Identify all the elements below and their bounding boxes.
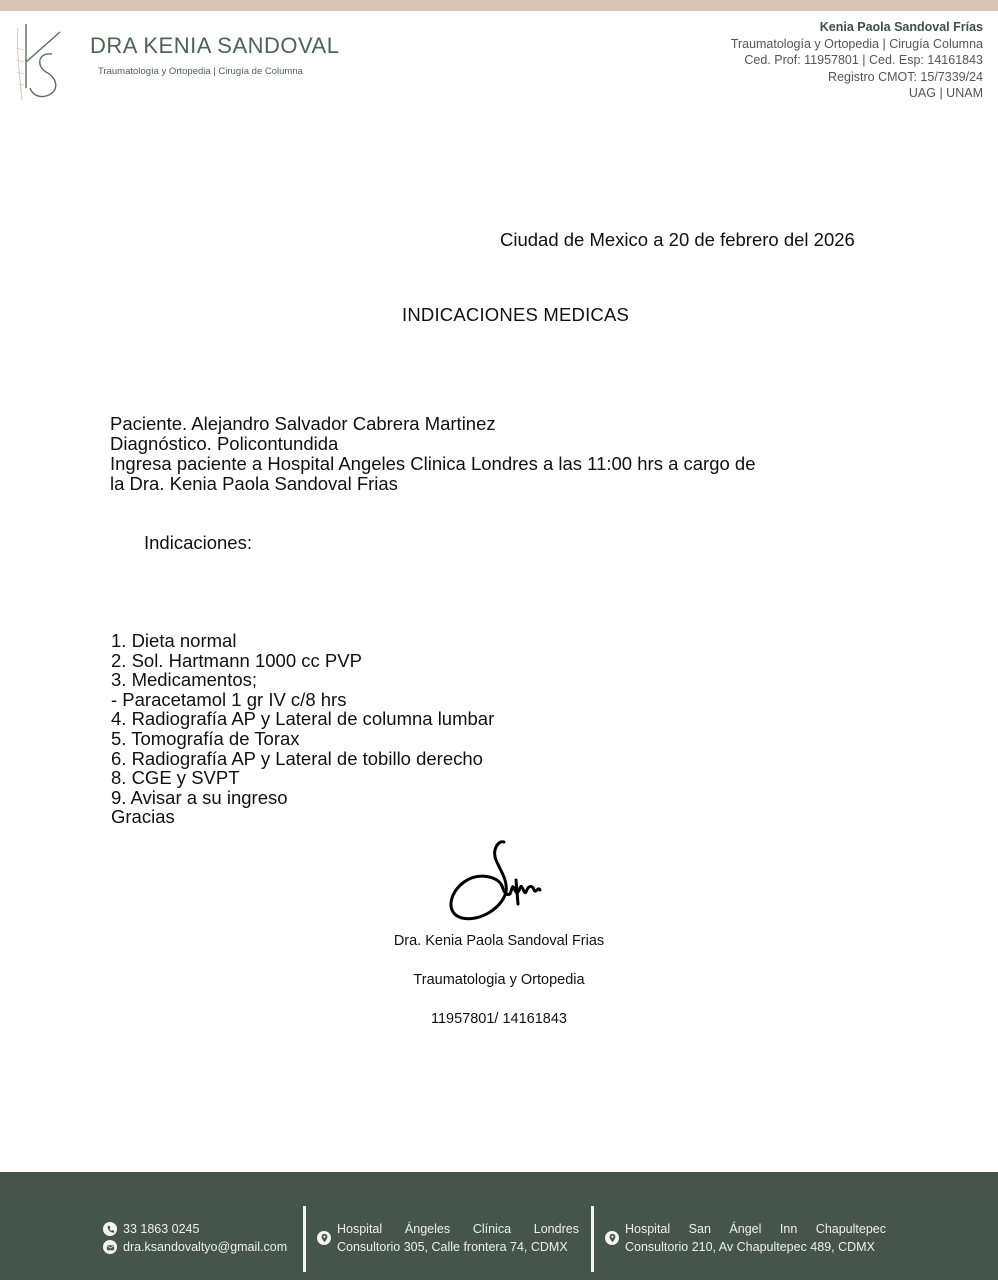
list-item: 9. Avisar a su ingreso	[111, 786, 288, 808]
footer-email	[103, 1240, 287, 1254]
email-icon	[103, 1240, 117, 1254]
address-1-word: Clínica	[472, 1222, 512, 1236]
footer-divider	[591, 1206, 594, 1272]
ks-logo-icon	[12, 18, 74, 104]
address-2-word: San	[688, 1222, 711, 1236]
list-item: 4. Radiografía AP y Lateral de columna lumbar	[111, 708, 495, 730]
address-2-word: Inn	[779, 1222, 798, 1236]
footer-phone-text: 33 1863 0245	[123, 1222, 200, 1236]
top-accent-bar	[0, 0, 998, 11]
admission-line-2: la Dra. Kenia Paola Sandoval Frias	[110, 473, 398, 494]
signature-doctor-name: Dra. Kenia Paola Sandoval Frias	[393, 933, 605, 949]
footer-address-1	[337, 1220, 579, 1256]
list-item: 3. Medicamentos;	[111, 669, 258, 691]
patient-info	[110, 414, 830, 494]
footer-divider	[303, 1206, 306, 1272]
footer-email-text: dra.ksandovaltyo@gmail.com	[123, 1240, 288, 1254]
address-2-word: Hospital	[625, 1222, 671, 1236]
footer-address-2	[625, 1220, 886, 1256]
list-item: - Paracetamol 1 gr IV c/8 hrs	[111, 688, 347, 710]
header-registro: Registro CMOT: 15/7339/24	[828, 69, 983, 84]
header-credentials	[731, 19, 983, 102]
address-1-word: Hospital	[337, 1222, 383, 1236]
signature-cedulas: 11957801/ 14161843	[430, 1011, 567, 1027]
admission-line-1: Ingresa paciente a Hospital Angeles Clinica Londres a las 11:00 hrs a cargo de	[110, 453, 756, 474]
header-cedulas: Ced. Prof: 11957801 | Ced. Esp: 14161843	[744, 53, 983, 67]
list-item: 2. Sol. Hartmann 1000 cc PVP	[111, 649, 362, 671]
signature-icon	[440, 836, 550, 928]
phone-icon	[103, 1222, 117, 1236]
footer	[0, 1172, 998, 1280]
indications-list	[111, 631, 494, 827]
patient-name: Paciente. Alejandro Salvador Cabrera Martinez	[110, 413, 496, 434]
address-1-line-2: Consultorio 305, Calle frontera 74, CDMX	[337, 1240, 568, 1254]
address-1-word: Londres	[533, 1222, 579, 1236]
list-item: 5. Tomografía de Torax	[111, 727, 300, 749]
list-item: 8. CGE y SVPT	[111, 767, 240, 789]
address-2-word: Ángel	[729, 1222, 762, 1236]
document-title: INDICACIONES MEDICAS	[402, 304, 630, 325]
list-item: 6. Radiografía AP y Lateral de tobillo derecho	[111, 747, 483, 769]
logo-subtitle: Traumatología y Ortopedia | Cirugía de Columna	[98, 66, 303, 77]
signature-specialty: Traumatologia y Ortopedia	[413, 972, 585, 988]
address-2-word: Chapultepec	[815, 1222, 886, 1236]
indications-label: Indicaciones:	[144, 532, 252, 553]
footer-phone	[103, 1222, 199, 1236]
header-doctor-name: Kenia Paola Sandoval Frías	[819, 20, 983, 34]
address-1-word: Ángeles	[404, 1222, 451, 1236]
list-item: Gracias	[111, 806, 175, 828]
list-item: 1. Dieta normal	[111, 630, 237, 651]
header-universities: UAG | UNAM	[908, 86, 983, 100]
location-pin-icon	[317, 1231, 331, 1245]
location-pin-icon	[605, 1231, 619, 1245]
header-specialty: Traumatología y Ortopedia | Cirugía Columna	[730, 36, 983, 51]
date-line: Ciudad de Mexico a 20 de febrero del 2026	[500, 229, 855, 250]
address-2-line-2: Consultorio 210, Av Chapultepec 489, CDMX	[625, 1240, 875, 1254]
diagnosis: Diagnóstico. Policontundida	[110, 433, 339, 454]
logo-name: DRA KENIA SANDOVAL	[90, 33, 340, 58]
